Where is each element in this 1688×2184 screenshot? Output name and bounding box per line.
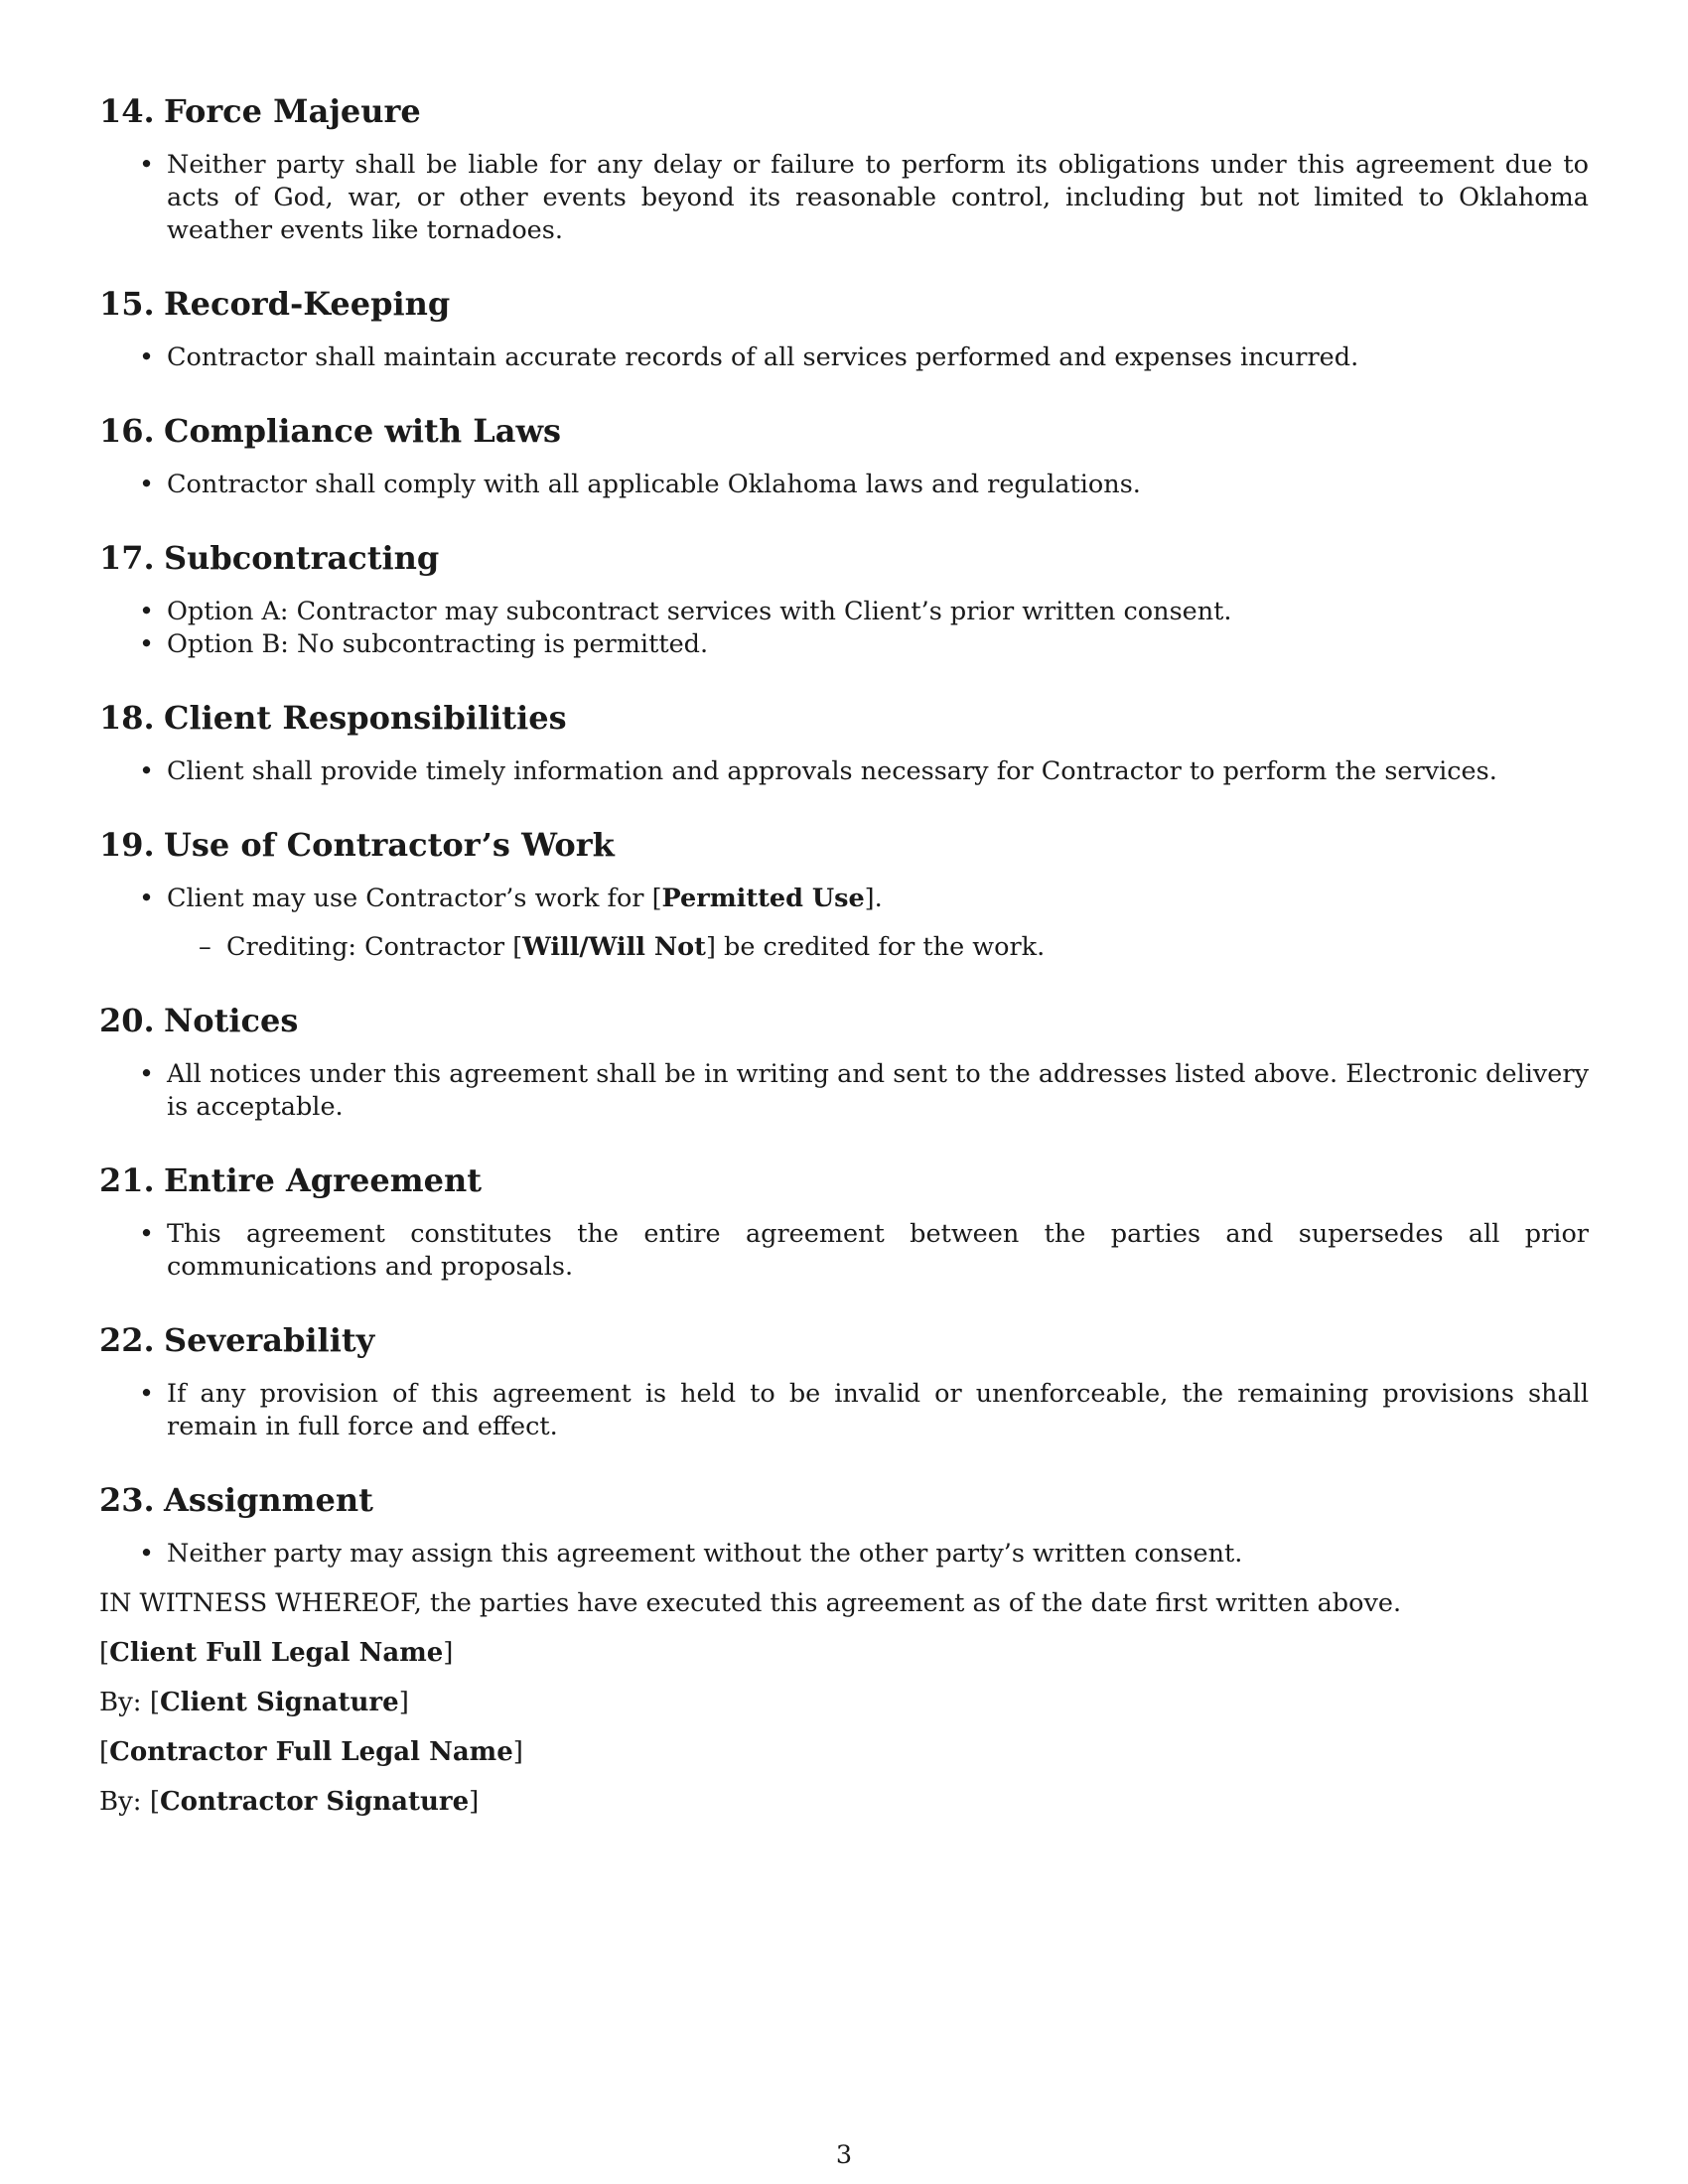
list-item: • If any provision of this agreement is held to be invalid or unenforceable, the remaining provisions shall remain in full force and effect. [139,1379,1589,1441]
document-page [99,91,1589,1836]
list-item: • Contractor shall comply with all applicable Oklahoma laws and regulations. [139,470,1141,499]
section-use-of-work [99,825,1589,964]
list-item: • Neither party shall be liable for any delay or failure to perform its obligations under this agreement due to acts of God, war, or other events beyond its reasonable control, including but not limited to Oklahoma weather events like tornadoes. [139,150,1589,245]
page-number: 3 [835,2140,853,2170]
list-item: • Client may use Contractor’s work for [Permitted Use]. – Crediting: Contractor [Will/Will Not] be credited for the work. [99,883,1589,964]
section-title: 20. Notices [99,1002,299,1039]
section-client-responsibilities [99,698,1589,788]
section-severability [99,1320,1589,1443]
list-item: • All notices under this agreement shall be in writing and sent to the addresses listed above. Electronic delivery is acceptable. [139,1059,1589,1122]
section-title: 17. Subcontracting [99,539,440,577]
section-title: 23. Assignment [99,1481,373,1519]
section-title: 15. Record-Keeping [99,285,451,323]
client-name: [Client Full Legal Name] [99,1638,454,1668]
client-signature-line: By: [Client Signature] [99,1688,409,1717]
contractor-name: [Contractor Full Legal Name] [99,1737,523,1767]
section-title: 22. Severability [99,1321,375,1359]
section-entire-agreement [99,1160,1589,1284]
section-assignment [99,1480,1589,1570]
section-title: 16. Compliance with Laws [99,412,562,450]
sub-list-item: – Crediting: Contractor [Will/Will Not] be credited for the work. [199,932,1046,962]
section-subcontracting [99,538,1589,661]
list-item: • Contractor shall maintain accurate records of all services performed and expenses incurred. [139,342,1359,372]
section-title: 19. Use of Contractor’s Work [99,826,615,864]
contractor-signature-line: By: [Contractor Signature] [99,1787,480,1817]
list-item: • This agreement constitutes the entire agreement between the parties and supersedes all prior communications and proposals. [139,1219,1589,1282]
list-item: • Client shall provide timely information and approvals necessary for Contractor to perform the services. [139,756,1497,786]
section-compliance [99,411,1589,501]
section-record-keeping [99,284,1589,374]
section-title: 18. Client Responsibilities [99,699,567,737]
list-item: • Neither party may assign this agreement without the other party’s written consent. [139,1539,1243,1569]
section-title: 21. Entire Agreement [99,1161,482,1199]
witness-statement: IN WITNESS WHEREOF, the parties have executed this agreement as of the date first written above. [99,1588,1402,1618]
list-item: • Option A: Contractor may subcontract services with Client’s prior written consent. [139,597,1232,626]
section-notices [99,1001,1589,1124]
section-force-majeure [99,91,1589,247]
section-title: 14. Force Majeure [99,92,421,130]
list-item: • Option B: No subcontracting is permitted. [139,629,709,659]
